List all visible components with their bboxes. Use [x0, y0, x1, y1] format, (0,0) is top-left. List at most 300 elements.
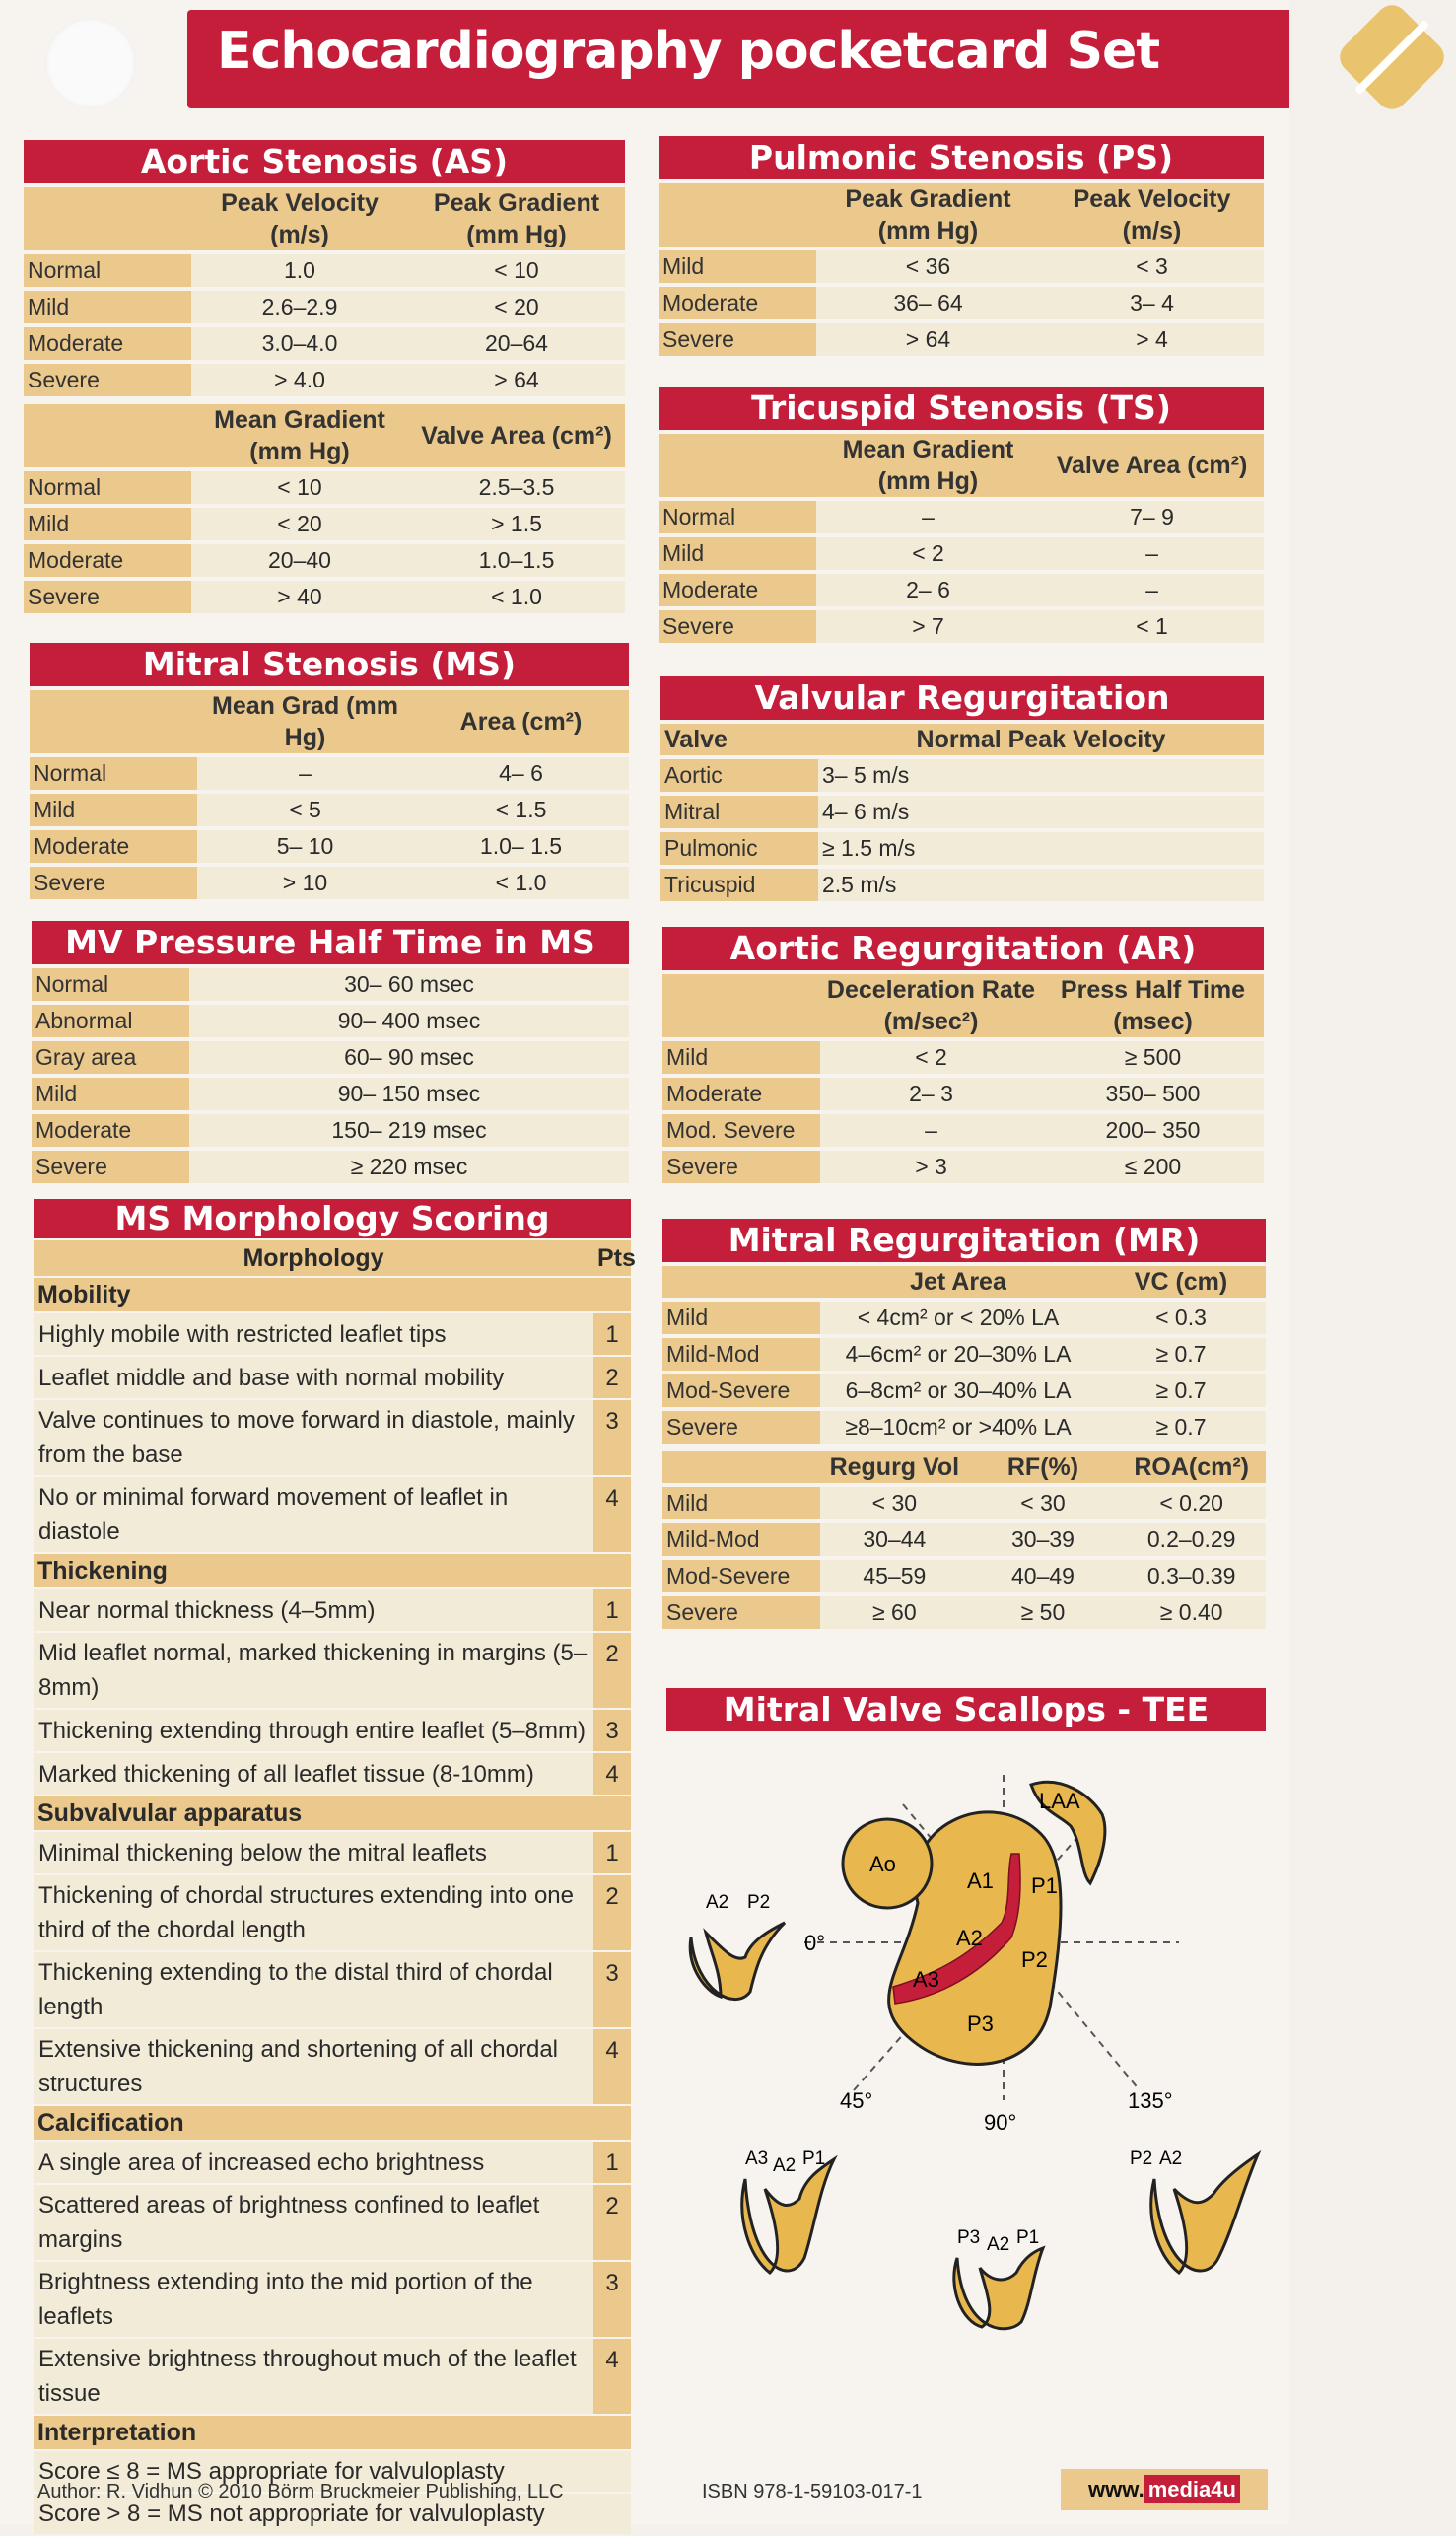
ps-table: [659, 179, 1264, 360]
table-cell: 0.3–0.39: [1117, 1560, 1266, 1592]
table-cell: 4– 6 m/s: [818, 796, 1264, 828]
table-cell: Mild: [659, 250, 816, 283]
table-cell: Valve Area (cm²): [408, 404, 625, 467]
morph-title: MS Morphology Scoring: [34, 1199, 631, 1238]
table-row: [659, 323, 1264, 356]
table-row: [662, 1114, 1264, 1147]
table-cell: 30–39: [969, 1523, 1118, 1556]
table-cell: < 1.0: [408, 581, 625, 613]
ts-table: [659, 430, 1264, 647]
table-row: [32, 968, 629, 1001]
header-corner: [662, 1266, 820, 1298]
as-section: [24, 140, 625, 617]
table-cell: 4– 6: [413, 757, 629, 790]
table-cell: < 30: [969, 1487, 1118, 1519]
table-cell: No or minimal forward movement of leaflet in diastole: [34, 1477, 593, 1552]
table-cell: Severe: [662, 1411, 820, 1444]
table-cell: Normal: [24, 471, 191, 504]
table-cell: 4: [593, 2339, 631, 2414]
table-row: [30, 757, 629, 790]
table-cell: Area (cm²): [413, 690, 629, 753]
table-cell: Severe: [659, 323, 816, 356]
table-cell: ≥ 0.40: [1117, 1596, 1266, 1629]
view-45-a3: A3: [745, 2149, 769, 2169]
table-cell: 1: [593, 2142, 631, 2183]
table-cell: Normal Peak Velocity: [818, 724, 1264, 755]
view-90-shape: [954, 2248, 1043, 2329]
table-cell: 7– 9: [1040, 501, 1264, 533]
view-0-p2: P2: [747, 1892, 771, 1913]
table-cell: 5– 10: [197, 830, 413, 863]
a1-label: A1: [967, 1868, 994, 1893]
table-cell: Mild: [24, 291, 191, 323]
table-cell: < 36: [816, 250, 1040, 283]
view-0-shape: [690, 1923, 785, 2000]
table-cell: 30–44: [820, 1523, 969, 1556]
table-cell: –: [1040, 574, 1264, 606]
brand-logo-icon: [1334, 0, 1451, 115]
header-corner: [24, 404, 191, 467]
table-row: [24, 327, 625, 360]
table-cell: 20–64: [408, 327, 625, 360]
header-corner: [662, 1451, 820, 1483]
ms-table: [30, 686, 629, 903]
list-item: [34, 1710, 631, 1751]
table-cell: > 1.5: [408, 508, 625, 540]
view-90-p1: P1: [1016, 2227, 1040, 2248]
table-cell: Thickening extending to the distal third of chordal length: [34, 1952, 593, 2027]
list-item: [34, 1633, 631, 1708]
table-cell: Pts: [593, 1240, 631, 1276]
table-cell: 2– 3: [820, 1078, 1042, 1110]
table-cell: Normal: [24, 254, 191, 287]
table-cell: 45–59: [820, 1560, 969, 1592]
table-cell: Severe: [24, 581, 191, 613]
ts-section: [659, 387, 1264, 647]
table-cell: 90– 400 msec: [189, 1005, 629, 1037]
table-cell: 36– 64: [816, 287, 1040, 319]
table-cell: Mild-Mod: [662, 1338, 820, 1371]
table-cell: 3: [593, 2262, 631, 2337]
punch-hole: [45, 18, 136, 108]
table-cell: Near normal thickness (4–5mm): [34, 1589, 593, 1631]
table-cell: –: [820, 1114, 1042, 1147]
table-header-row: [659, 183, 1264, 247]
table-cell: –: [1040, 537, 1264, 570]
table-cell: ≥ 50: [969, 1596, 1118, 1629]
table-cell: 3: [593, 1710, 631, 1751]
table-cell: Mean Gradient (mm Hg): [191, 404, 408, 467]
table-cell: 4: [593, 2029, 631, 2104]
table-row: [659, 610, 1264, 643]
table-header-row: [24, 404, 625, 467]
table-row: [660, 832, 1264, 865]
p3-label: P3: [967, 2011, 994, 2036]
table-header-row: [662, 974, 1264, 1037]
scallops-title: Mitral Valve Scallops - TEE: [666, 1688, 1266, 1731]
table-cell: –: [197, 757, 413, 790]
view-135-p2: P2: [1130, 2149, 1153, 2169]
table-cell: A single area of increased echo brightness: [34, 2142, 593, 2183]
table-cell: 1: [593, 1832, 631, 1873]
table-cell: Interpretation: [34, 2416, 631, 2449]
table-cell: < 1.0: [413, 867, 629, 899]
table-cell: Valve Area (cm²): [1040, 434, 1264, 497]
table-cell: Moderate: [662, 1078, 820, 1110]
section-heading-row: [34, 1796, 631, 1830]
view-90-p3: P3: [957, 2227, 981, 2248]
table-cell: Calcification: [34, 2106, 631, 2140]
table-cell: 4–6cm² or 20–30% LA: [820, 1338, 1096, 1371]
table-cell: Mild: [30, 794, 197, 826]
ts-title: Tricuspid Stenosis (TS): [659, 387, 1264, 430]
table-cell: Deceleration Rate (m/sec²): [820, 974, 1042, 1037]
table-header-row: [662, 1451, 1266, 1483]
table-cell: Moderate: [659, 574, 816, 606]
table-cell: Thickening of chordal structures extending into one third of the chordal length: [34, 1875, 593, 1950]
table-cell: > 4.0: [191, 364, 408, 396]
table-cell: 0.2–0.29: [1117, 1523, 1266, 1556]
table-cell: > 40: [191, 581, 408, 613]
table-row: [662, 1338, 1266, 1371]
as-table-2: [24, 400, 625, 617]
laa-label: LAA: [1039, 1789, 1080, 1813]
ar-section: [662, 927, 1264, 1187]
ao-label: Ao: [869, 1852, 896, 1876]
mr-section: [662, 1219, 1266, 1633]
table-cell: 3: [593, 1952, 631, 2027]
p2-label: P2: [1021, 1947, 1048, 1972]
table-cell: 2: [593, 1633, 631, 1708]
table-cell: Tricuspid: [660, 869, 818, 901]
vr-title: Valvular Regurgitation: [660, 676, 1264, 720]
table-row: [24, 254, 625, 287]
a3-label: A3: [913, 1967, 939, 1992]
table-row: [24, 544, 625, 577]
table-cell: Mild: [662, 1041, 820, 1074]
table-cell: 90– 150 msec: [189, 1078, 629, 1110]
table-cell: VC (cm): [1096, 1266, 1266, 1298]
as-title: Aortic Stenosis (AS): [24, 140, 625, 183]
table-cell: Peak Velocity (m/s): [191, 187, 408, 250]
author-line: Author: R. Vidhun © 2010 Börm Bruckmeier Publishing, LLC: [37, 2481, 564, 2502]
view-90-a2: A2: [987, 2234, 1010, 2255]
table-cell: 1.0–1.5: [408, 544, 625, 577]
table-cell: Mild: [662, 1487, 820, 1519]
table-cell: Marked thickening of all leaflet tissue (8-10mm): [34, 1753, 593, 1795]
table-cell: < 2: [820, 1041, 1042, 1074]
table-cell: 2: [593, 2185, 631, 2260]
list-item: [34, 1589, 631, 1631]
table-cell: ≥ 500: [1042, 1041, 1264, 1074]
table-cell: < 20: [191, 508, 408, 540]
table-cell: ≥ 1.5 m/s: [818, 832, 1264, 865]
table-header-row: [30, 690, 629, 753]
ps-title: Pulmonic Stenosis (PS): [659, 136, 1264, 179]
table-header-row: [34, 1240, 631, 1276]
ar-title: Aortic Regurgitation (AR): [662, 927, 1264, 970]
mr-table-2: [662, 1447, 1266, 1633]
table-row: [659, 287, 1264, 319]
table-cell: 4: [593, 1477, 631, 1552]
table-cell: > 3: [820, 1151, 1042, 1183]
table-cell: 2.5–3.5: [408, 471, 625, 504]
table-cell: Mean Gradient (mm Hg): [816, 434, 1040, 497]
table-cell: < 4cm² or < 20% LA: [820, 1302, 1096, 1334]
table-cell: ≥ 0.7: [1096, 1374, 1266, 1407]
table-cell: < 0.20: [1117, 1487, 1266, 1519]
table-cell: Severe: [32, 1151, 189, 1183]
table-cell: 2: [593, 1875, 631, 1950]
website-badge[interactable]: [1061, 2469, 1268, 2510]
title-banner: [187, 10, 1289, 108]
mitral-scallops-diagram: [666, 1745, 1278, 2337]
table-cell: 2.6–2.9: [191, 291, 408, 323]
table-row: [32, 1041, 629, 1074]
page-title: Echocardiography pocketcard Set: [217, 22, 1160, 81]
table-cell: 1: [593, 1313, 631, 1355]
table-cell: 2– 6: [816, 574, 1040, 606]
table-cell: Extensive thickening and shortening of all chordal structures: [34, 2029, 593, 2104]
table-cell: Severe: [659, 610, 816, 643]
table-cell: 2.5 m/s: [818, 869, 1264, 901]
table-row: [24, 508, 625, 540]
table-cell: Mild-Mod: [662, 1523, 820, 1556]
table-cell: 60– 90 msec: [189, 1041, 629, 1074]
table-cell: Peak Velocity (m/s): [1040, 183, 1264, 247]
list-item: [34, 1477, 631, 1552]
table-cell: > 64: [816, 323, 1040, 356]
table-row: [24, 471, 625, 504]
table-cell: Moderate: [24, 327, 191, 360]
table-cell: ROA(cm²): [1117, 1451, 1266, 1483]
table-cell: Normal: [32, 968, 189, 1001]
list-item: [34, 1832, 631, 1873]
list-item: [34, 1313, 631, 1355]
table-cell: Moderate: [30, 830, 197, 863]
table-cell: Severe: [24, 364, 191, 396]
ms-section: [30, 643, 629, 903]
table-cell: 20–40: [191, 544, 408, 577]
mr-table-1: [662, 1262, 1266, 1447]
table-header-row: [24, 187, 625, 250]
table-cell: Brightness extending into the mid portion of the leaflets: [34, 2262, 593, 2337]
table-cell: Score > 8 = MS not appropriate for valvuloplasty: [34, 2494, 631, 2534]
table-cell: Mod. Severe: [662, 1114, 820, 1147]
table-cell: < 30: [820, 1487, 969, 1519]
table-cell: Normal: [30, 757, 197, 790]
table-header-row: [659, 434, 1264, 497]
table-row: [662, 1523, 1266, 1556]
table-cell: > 4: [1040, 323, 1264, 356]
table-cell: < 3: [1040, 250, 1264, 283]
table-cell: < 0.3: [1096, 1302, 1266, 1334]
morph-table: [34, 1238, 636, 2536]
table-row: [662, 1078, 1264, 1110]
table-row: [24, 581, 625, 613]
table-cell: 3– 4: [1040, 287, 1264, 319]
table-cell: Moderate: [659, 287, 816, 319]
table-cell: ≥ 0.7: [1096, 1411, 1266, 1444]
table-cell: Regurg Vol: [820, 1451, 969, 1483]
section-heading-row: [34, 1554, 631, 1587]
table-row: [660, 869, 1264, 901]
table-cell: Mod-Severe: [662, 1374, 820, 1407]
table-row: [30, 794, 629, 826]
table-row: [662, 1374, 1266, 1407]
table-cell: Severe: [662, 1596, 820, 1629]
table-cell: 3.0–4.0: [191, 327, 408, 360]
table-cell: –: [816, 501, 1040, 533]
table-cell: 1.0– 1.5: [413, 830, 629, 863]
list-item: [34, 1400, 631, 1475]
table-cell: Severe: [30, 867, 197, 899]
vr-section: [660, 676, 1264, 905]
table-row: [662, 1151, 1264, 1183]
table-row: [660, 796, 1264, 828]
table-cell: > 64: [408, 364, 625, 396]
view-45-p1: P1: [802, 2149, 826, 2169]
table-cell: < 1: [1040, 610, 1264, 643]
table-row: [662, 1596, 1266, 1629]
table-cell: Mean Grad (mm Hg): [197, 690, 413, 753]
vr-table: [660, 720, 1264, 905]
table-row: [659, 501, 1264, 533]
list-item: [34, 1952, 631, 2027]
isbn-line: ISBN 978-1-59103-017-1: [702, 2481, 923, 2502]
table-row: [30, 867, 629, 899]
table-cell: > 7: [816, 610, 1040, 643]
table-cell: 150– 219 msec: [189, 1114, 629, 1147]
table-cell: Mid leaflet normal, marked thickening in margins (5–8mm): [34, 1633, 593, 1708]
table-cell: ≥ 220 msec: [189, 1151, 629, 1183]
table-cell: Pulmonic: [660, 832, 818, 865]
table-cell: Aortic: [660, 759, 818, 792]
deg-135-label: 135°: [1128, 2088, 1173, 2113]
table-cell: Leaflet middle and base with normal mobility: [34, 1357, 593, 1398]
deg-0-label: 0°: [804, 1931, 826, 1955]
table-cell: RF(%): [969, 1451, 1118, 1483]
table-cell: < 10: [408, 254, 625, 287]
section-heading-row: [34, 2416, 631, 2449]
ps-section: [659, 136, 1264, 360]
view-135-shape: [1151, 2154, 1258, 2273]
table-cell: Valve: [660, 724, 818, 755]
mvp-section: [32, 921, 629, 1187]
table-cell: 40–49: [969, 1560, 1118, 1592]
table-cell: Mobility: [34, 1278, 631, 1311]
list-item: [34, 2339, 631, 2414]
table-row: [662, 1487, 1266, 1519]
table-row: [659, 574, 1264, 606]
table-cell: Thickening: [34, 1554, 631, 1587]
table-cell: Morphology: [34, 1240, 593, 1276]
table-cell: Mild: [24, 508, 191, 540]
table-row: [659, 250, 1264, 283]
table-cell: ≤ 200: [1042, 1151, 1264, 1183]
table-cell: < 5: [197, 794, 413, 826]
table-cell: Gray area: [32, 1041, 189, 1074]
table-cell: 3– 5 m/s: [818, 759, 1264, 792]
table-cell: Peak Gradient (mm Hg): [408, 187, 625, 250]
table-cell: < 20: [408, 291, 625, 323]
ar-table: [662, 970, 1264, 1187]
table-cell: > 10: [197, 867, 413, 899]
table-header-row: [660, 724, 1264, 755]
mvp-title: MV Pressure Half Time in MS: [32, 921, 629, 964]
table-cell: 200– 350: [1042, 1114, 1264, 1147]
view-45-shape: [742, 2159, 834, 2273]
header-corner: [24, 187, 191, 250]
table-row: [24, 364, 625, 396]
list-item: [34, 2142, 631, 2183]
a2-label: A2: [956, 1926, 983, 1950]
table-row: [662, 1041, 1264, 1074]
table-cell: ≥ 60: [820, 1596, 969, 1629]
table-cell: 350– 500: [1042, 1078, 1264, 1110]
web-brand: media4u: [1144, 2475, 1240, 2503]
table-row: [662, 1302, 1266, 1334]
table-row: [660, 759, 1264, 792]
scallops-section: [666, 1688, 1266, 1731]
table-row: [30, 830, 629, 863]
header-corner: [30, 690, 197, 753]
table-cell: Peak Gradient (mm Hg): [816, 183, 1040, 247]
mvp-table: [32, 964, 629, 1187]
web-prefix: www.: [1088, 2477, 1144, 2501]
table-cell: 1.0: [191, 254, 408, 287]
table-cell: Minimal thickening below the mitral leaflets: [34, 1832, 593, 1873]
table-row: [32, 1114, 629, 1147]
table-cell: Mild: [32, 1078, 189, 1110]
table-cell: ≥8–10cm² or >40% LA: [820, 1411, 1096, 1444]
table-cell: Scattered areas of brightness confined to leaflet margins: [34, 2185, 593, 2260]
table-row: [32, 1005, 629, 1037]
table-cell: Moderate: [32, 1114, 189, 1147]
table-row: [32, 1151, 629, 1183]
table-cell: Abnormal: [32, 1005, 189, 1037]
table-cell: Mod-Severe: [662, 1560, 820, 1592]
table-cell: Mild: [659, 537, 816, 570]
list-item: [34, 2262, 631, 2337]
header-corner: [659, 434, 816, 497]
mr-title: Mitral Regurgitation (MR): [662, 1219, 1266, 1262]
header-corner: [662, 974, 820, 1037]
p1-label: P1: [1031, 1873, 1058, 1898]
table-cell: Valve continues to move forward in diastole, mainly from the base: [34, 1400, 593, 1475]
deg-90-label: 90°: [984, 2110, 1017, 2135]
table-cell: Normal: [659, 501, 816, 533]
table-cell: 6–8cm² or 30–40% LA: [820, 1374, 1096, 1407]
list-item: [34, 1357, 631, 1398]
list-item: [34, 2029, 631, 2104]
table-cell: Moderate: [24, 544, 191, 577]
table-cell: Mitral: [660, 796, 818, 828]
header-corner: [659, 183, 816, 247]
table-row: [659, 537, 1264, 570]
table-cell: 30– 60 msec: [189, 968, 629, 1001]
table-cell: Jet Area: [820, 1266, 1096, 1298]
table-row: [662, 1411, 1266, 1444]
morph-section: [34, 1199, 636, 2536]
list-item: [34, 1875, 631, 1950]
table-cell: < 1.5: [413, 794, 629, 826]
table-cell: < 2: [816, 537, 1040, 570]
ms-title: Mitral Stenosis (MS): [30, 643, 629, 686]
table-row: [24, 291, 625, 323]
section-heading-row: [34, 1278, 631, 1311]
table-cell: Subvalvular apparatus: [34, 1796, 631, 1830]
